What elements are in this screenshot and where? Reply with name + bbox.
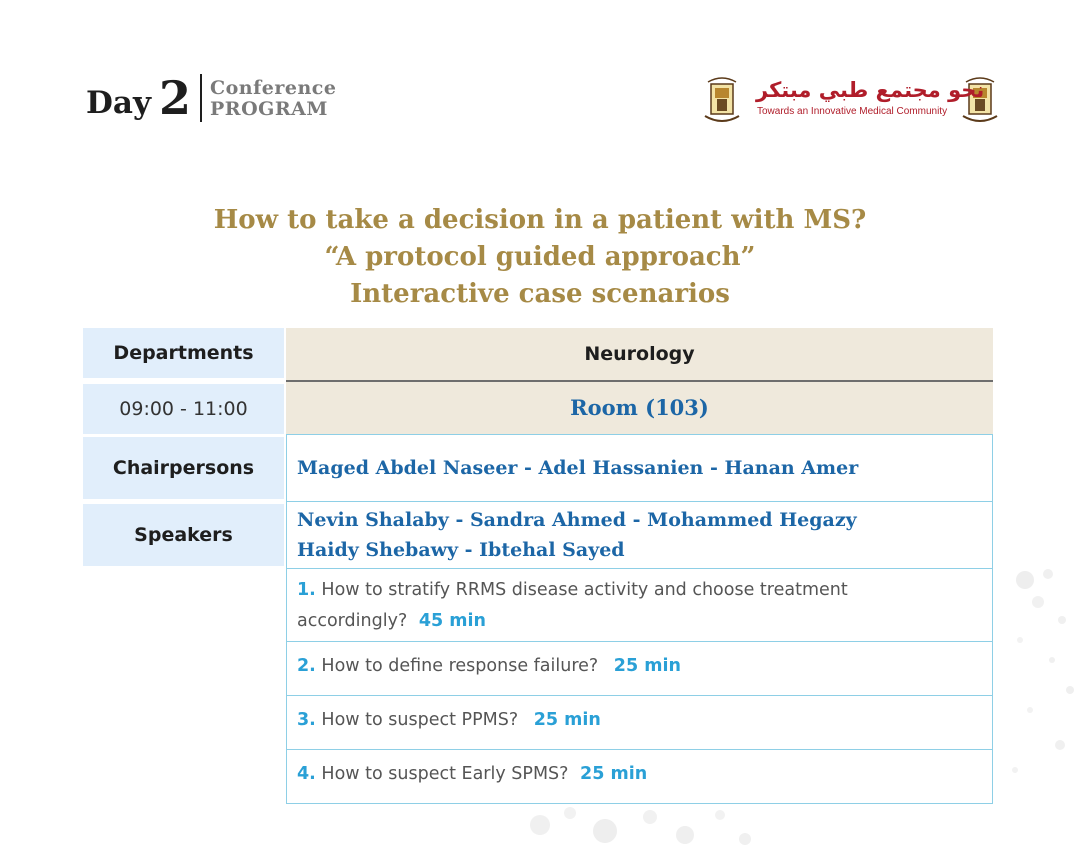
room-number <box>286 382 993 434</box>
session-title-line-1: How to take a decision in a patient with MS? <box>213 205 867 235</box>
session-title-line-2: “A protocol guided approach” <box>324 242 756 272</box>
topic-text: How to suspect PPMS? <box>321 710 519 730</box>
departments-label: Departments <box>83 328 284 378</box>
topic-duration: 45 min <box>418 611 486 631</box>
chairpersons-cell <box>286 434 993 502</box>
chairpersons-label: Chairpersons <box>83 437 284 499</box>
session-title-line-3: Interactive case scenarios <box>350 279 730 309</box>
topic-4 <box>297 759 647 790</box>
header-divider <box>200 74 202 122</box>
day-number: 2 <box>158 71 191 125</box>
topic-row <box>286 641 993 696</box>
topic-text: How to suspect Early SPMS? <box>321 764 569 784</box>
topic-row <box>286 695 993 750</box>
conference-line: Conference <box>210 77 337 99</box>
topic-2 <box>297 651 681 682</box>
topic-number: 4. <box>297 764 316 784</box>
day-word: Day <box>86 85 151 122</box>
arabic-slogan: نحو مجتمع طبي مبتكر <box>756 78 985 102</box>
decorative-dots-right <box>990 560 1080 790</box>
conference-program-label <box>210 78 336 120</box>
speakers-names-line-2: Haidy Shebawy - Ibtehal Sayed <box>297 539 625 561</box>
topic-duration: 25 min <box>580 764 648 784</box>
session-time: 09:00 - 11:00 <box>83 384 284 434</box>
topic-number: 1. <box>297 580 316 600</box>
program-line: PROGRAM <box>210 98 328 120</box>
speakers-names-line-1: Nevin Shalaby - Sandra Ahmed - Mohammed Hegazy <box>297 509 857 531</box>
topic-text: How to define response failure? <box>321 656 599 676</box>
topic-row <box>286 749 993 804</box>
department-value: Neurology <box>286 328 993 382</box>
topic-1-line-1 <box>297 575 848 606</box>
topic-number: 3. <box>297 710 316 730</box>
day-heading <box>86 71 191 125</box>
topic-text: accordingly? <box>297 611 408 631</box>
topic-number: 2. <box>297 656 316 676</box>
faculty-of-medicine-crest-icon <box>700 72 744 130</box>
topic-duration: 25 min <box>613 656 681 676</box>
topic-text: How to stratify RRMS disease activity and choose treatment <box>321 580 848 600</box>
topic-row <box>286 568 993 643</box>
speakers-label: Speakers <box>83 504 284 566</box>
slogan-tagline: Towards an Innovative Medical Community <box>757 106 948 117</box>
room-label: Room (103) <box>570 395 709 420</box>
topic-duration: 25 min <box>533 710 601 730</box>
topic-1-line-2 <box>297 606 486 637</box>
speakers-cell <box>286 501 993 569</box>
chairpersons-names: Maged Abdel Naseer - Adel Hassanien - Hanan Amer <box>297 457 859 479</box>
topic-3 <box>297 705 601 736</box>
